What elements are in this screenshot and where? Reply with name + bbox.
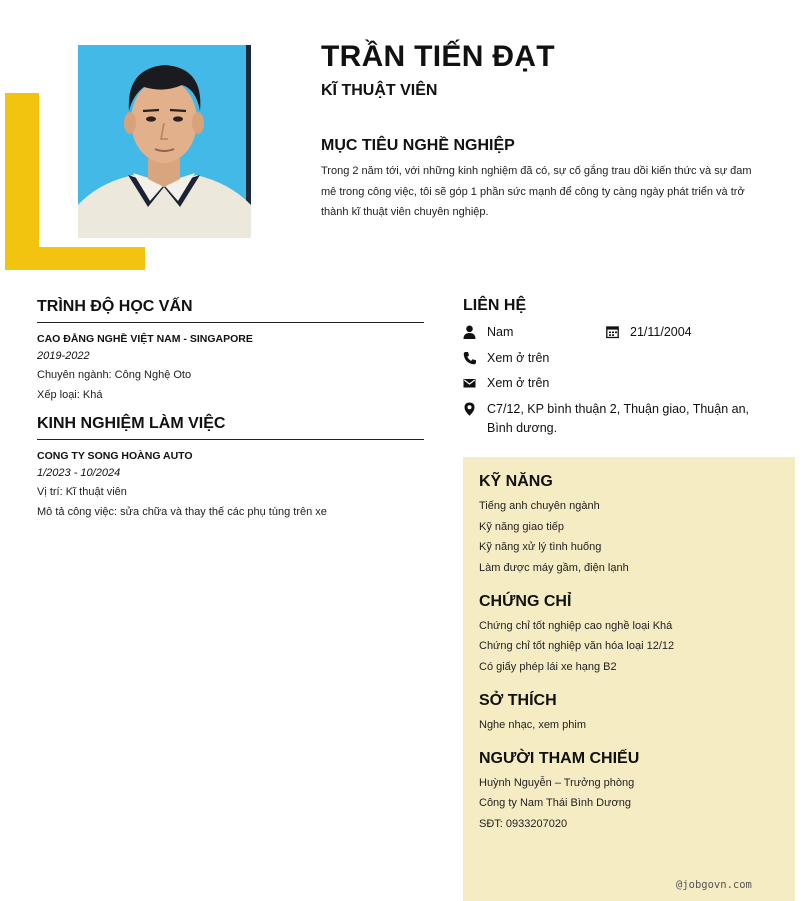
gender-value: Nam xyxy=(487,325,514,339)
address-value: C7/12, KP bình thuận 2, Thuận giao, Thuận an, Bình dương. xyxy=(487,402,750,435)
left-column xyxy=(37,298,424,524)
experience-description: Mô tả công việc: sửa chữa và thay thế các phụ tùng trên xe xyxy=(37,506,327,518)
experience-company: CONG TY SONG HOÀNG AUTO xyxy=(37,450,193,462)
skill-item: Kỹ năng xử lý tình huống xyxy=(479,541,602,554)
references-heading: NGƯỜI THAM CHIẾU xyxy=(479,749,640,767)
mail-icon xyxy=(463,376,476,390)
job-title: KĨ THUẬT VIÊN xyxy=(321,82,438,99)
candidate-name: TRẦN TIẾN ĐẠT xyxy=(321,40,555,73)
education-period: 2019-2022 xyxy=(37,350,90,362)
experience-heading: KINH NGHIỆM LÀM VIỆC xyxy=(37,415,424,440)
reference-item: Công ty Nam Thái Bình Dương xyxy=(479,797,631,810)
certificate-item: Có giấy phép lái xe hạng B2 xyxy=(479,661,617,674)
location-pin-icon xyxy=(463,402,476,416)
education-major: Chuyên ngành: Công Nghệ Oto xyxy=(37,369,192,381)
skill-item: Làm được máy gầm, điện lạnh xyxy=(479,562,629,575)
phone-icon xyxy=(463,351,476,365)
accent-bar-vertical xyxy=(5,93,39,270)
experience-position: Vị trí: Kĩ thuật viên xyxy=(37,486,127,498)
contact-birthday xyxy=(606,323,756,343)
contact-gender xyxy=(463,323,603,343)
hobby-item: Nghe nhạc, xem phim xyxy=(479,718,586,731)
profile-photo xyxy=(78,45,251,238)
experience-period: 1/2023 - 10/2024 xyxy=(37,467,121,479)
side-panel xyxy=(463,457,795,901)
hobbies-heading: SỞ THÍCH xyxy=(479,691,557,709)
watermark: @jobgovn.com xyxy=(676,879,752,891)
accent-bar-horizontal xyxy=(5,247,145,270)
contact-heading: LIÊN HỆ xyxy=(463,297,527,314)
phone-value: Xem ở trên xyxy=(487,351,550,365)
education-heading: TRÌNH ĐỘ HỌC VẤN xyxy=(37,298,424,323)
calendar-icon xyxy=(606,325,619,339)
skill-item: Kỹ năng giao tiếp xyxy=(479,520,565,533)
skills-heading: KỸ NĂNG xyxy=(479,473,553,490)
certificates-heading: CHỨNG CHỈ xyxy=(479,592,572,610)
birthday-value: 21/11/2004 xyxy=(630,325,692,339)
contact-phone xyxy=(463,349,663,369)
contact-email xyxy=(463,374,663,394)
person-icon xyxy=(463,325,476,339)
contact-address xyxy=(463,400,778,440)
email-value: Xem ở trên xyxy=(487,376,550,390)
reference-item: Huỳnh Nguyễn – Trưởng phòng xyxy=(479,776,635,789)
objective-heading: MỤC TIÊU NGHỀ NGHIỆP xyxy=(321,137,515,154)
education-grade: Xếp loại: Khá xyxy=(37,389,103,401)
education-school: CAO ĐẲNG NGHỀ VIỆT NAM - SINGAPORE xyxy=(37,333,253,345)
portrait-photo-icon xyxy=(78,45,251,238)
skill-item: Tiếng anh chuyên ngành xyxy=(479,500,600,512)
certificate-item: Chứng chỉ tốt nghiệp văn hóa loại 12/12 xyxy=(479,640,675,653)
reference-item: SĐT: 0933207020 xyxy=(479,817,568,830)
objective-text: Trong 2 năm tới, với những kinh nghiệm đã có, sự cố gắng trau dồi kiến thức và sự đam mê trong công việc, tôi sẽ góp 1 phần sức mạnh để công ty càng ngày phát triển và trở thành kĩ thuật viên chuyên nghiệp. xyxy=(321,165,752,218)
certificate-item: Chứng chỉ tốt nghiệp cao nghề loại Khá xyxy=(479,619,673,632)
